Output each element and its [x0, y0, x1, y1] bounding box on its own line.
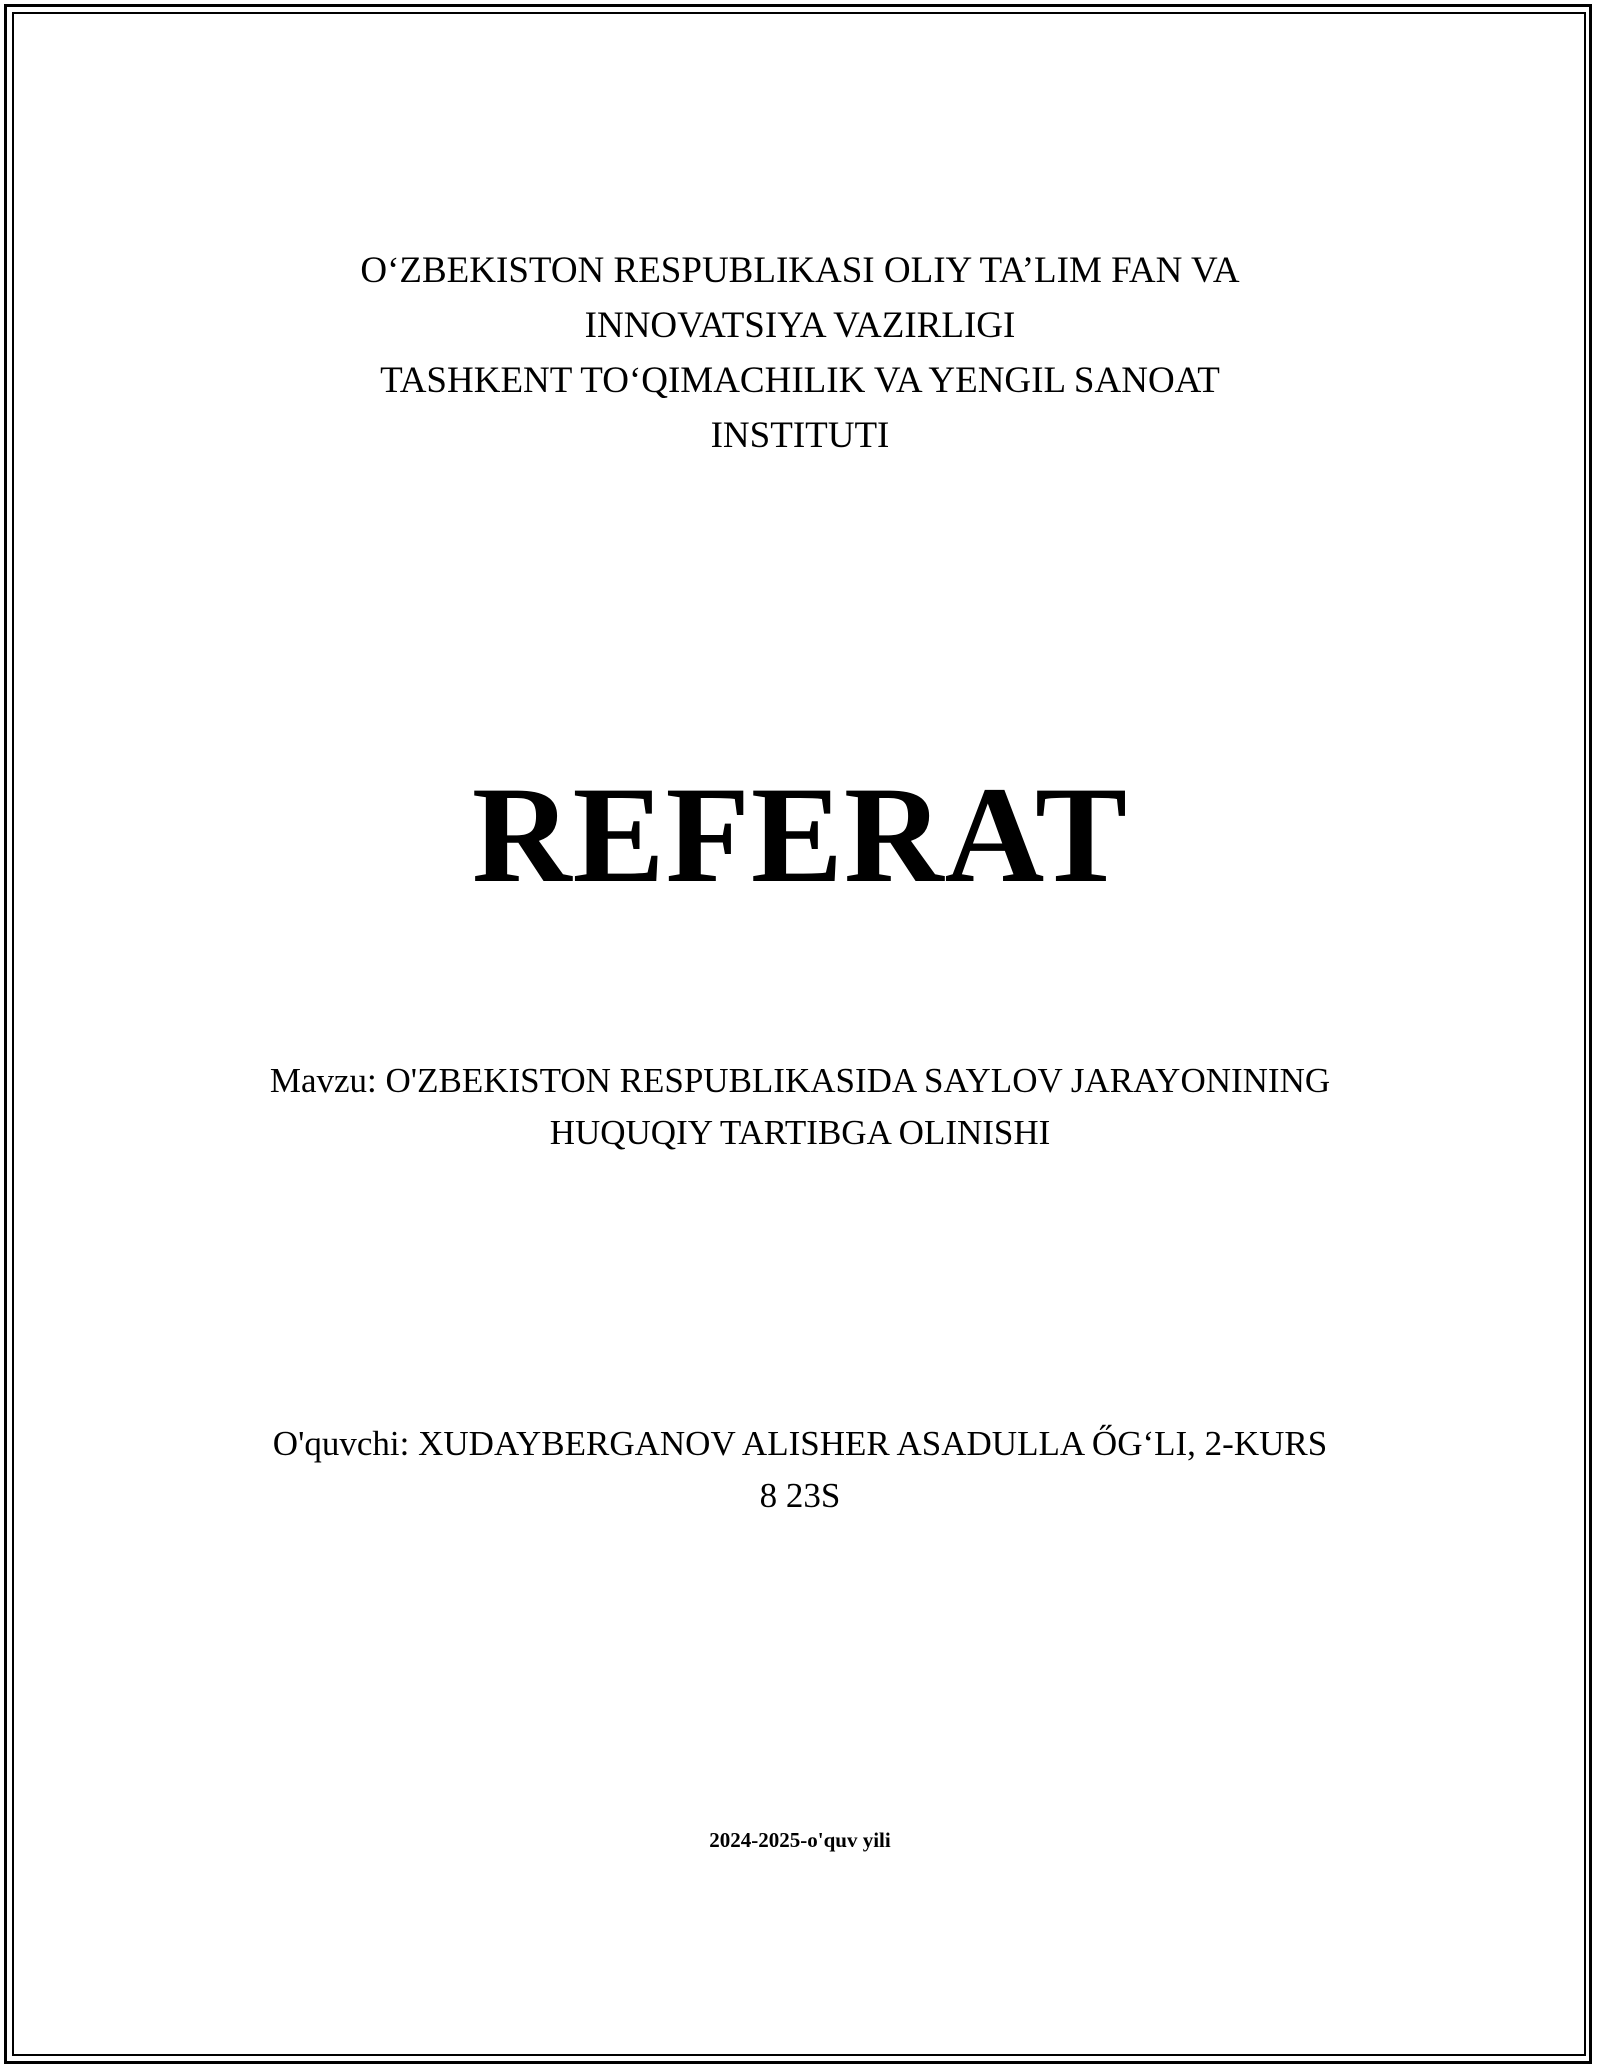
header-line: INNOVATSIYA VAZIRLIGI [584, 305, 1016, 346]
topic-block [0, 1055, 1600, 1159]
academic-year: 2024-2025-o'quv yili [709, 1828, 891, 1852]
student-line: 8 23S [759, 1476, 841, 1515]
topic-line: HUQUQIY TARTIBGA OLINISHI [549, 1113, 1051, 1152]
header-line: TASHKENT TO‘QIMACHILIK VA YENGIL SANOAT [380, 360, 1220, 401]
document-title: REFERAT [471, 758, 1129, 911]
student-line: O'quvchi: XUDAYBERGANOV ALISHER ASADULLA ŐG‘LI, 2-KURS [272, 1424, 1328, 1463]
institution-header [0, 243, 1600, 463]
header-line: INSTITUTI [710, 415, 890, 456]
topic-line: Mavzu: O'ZBEKISTON RESPUBLIKASIDA SAYLOV JARAYONINING [269, 1061, 1331, 1100]
header-line: O‘ZBEKISTON RESPUBLIKASI OLIY TA’LIM FAN VA [360, 250, 1240, 291]
student-block [0, 1418, 1600, 1522]
